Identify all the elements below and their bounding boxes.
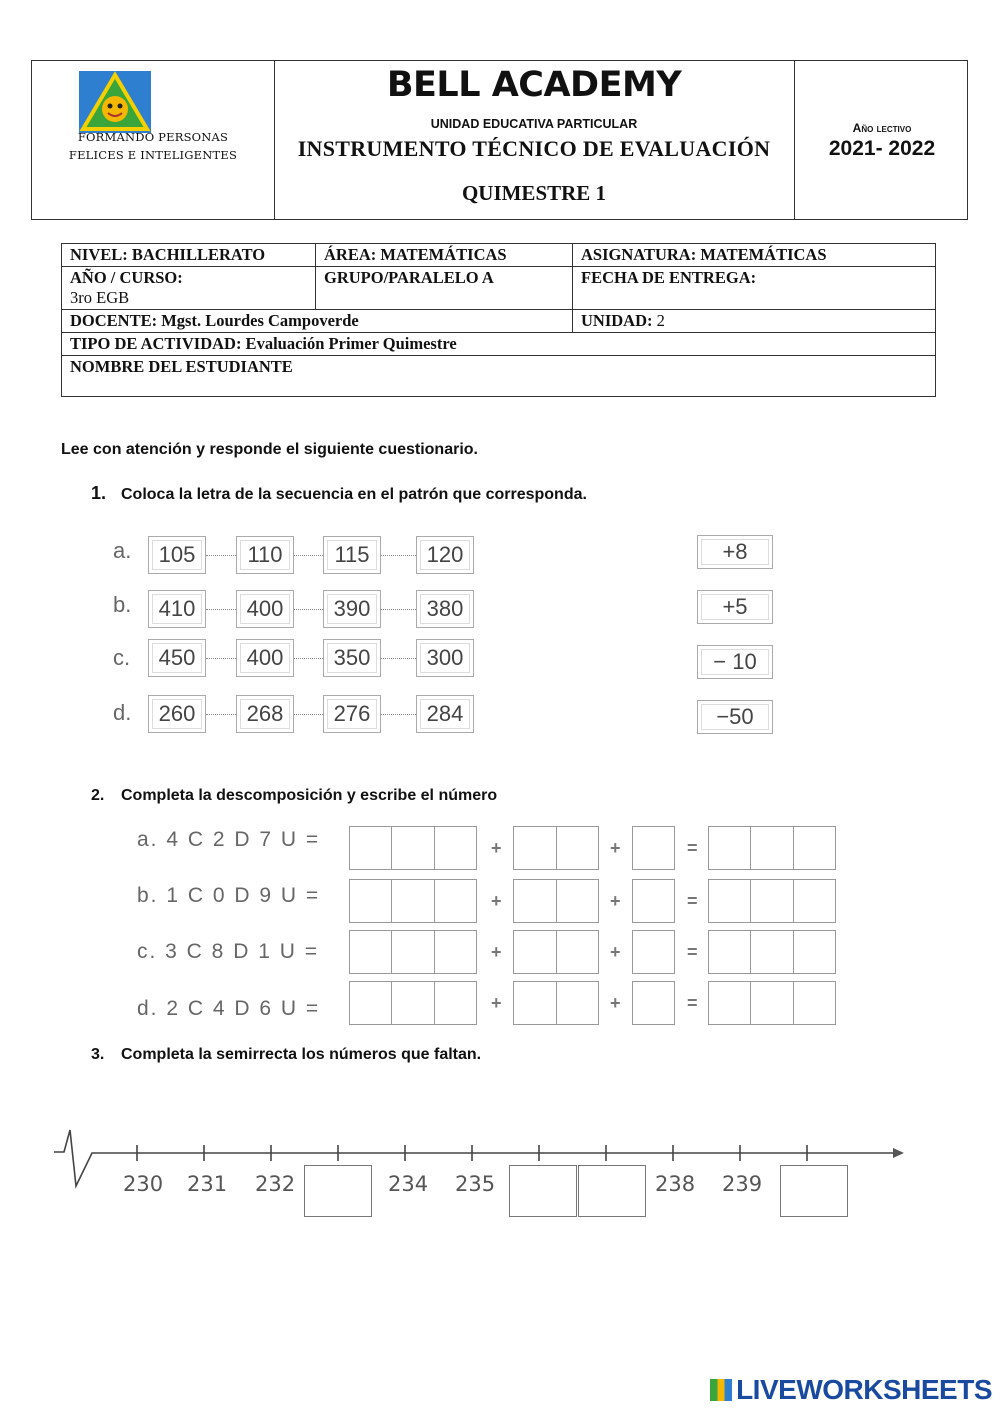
nivel-cell: NIVEL: BACHILLERATO — [62, 244, 316, 267]
actividad-cell: TIPO DE ACTIVIDAD: Evaluación Primer Quimestre — [62, 333, 936, 356]
hundreds-answer[interactable] — [349, 930, 477, 974]
instructions: Lee con atención y responde el siguiente cuestionario. — [61, 441, 478, 458]
tens-answer[interactable] — [513, 826, 599, 870]
year-value: 2021- 2022 — [828, 137, 936, 160]
question-2: 2. Completa la descomposición y escribe el número — [91, 787, 498, 804]
year-label: Año lectivo — [852, 121, 912, 135]
sequence-value: 284 — [416, 695, 474, 733]
plus-sign: + — [610, 993, 621, 1013]
asignatura-cell: ASIGNATURA: MATEMÁTICAS — [573, 244, 936, 267]
units-answer[interactable] — [632, 930, 675, 974]
unidad-cell: UNIDAD: 2 — [573, 310, 936, 333]
number-answer[interactable] — [708, 826, 836, 870]
units-answer[interactable] — [632, 981, 675, 1025]
question-3: 3. Completa la semirrecta los números que faltan. — [91, 1046, 482, 1063]
instrument-title: INSTRUMENTO TÉCNICO DE EVALUACIÓN — [297, 136, 771, 161]
tick-label: 230 — [123, 1172, 164, 1196]
header-box — [31, 60, 968, 220]
number-answer[interactable] — [708, 930, 836, 974]
question-1-text: Coloca la letra de la secuencia en el patrón que corresponda. — [121, 486, 587, 503]
sequence-value: 300 — [416, 639, 474, 677]
curso-value: 3ro EGB — [70, 288, 130, 307]
pattern-box[interactable]: +8 — [697, 535, 773, 569]
hundreds-answer[interactable] — [349, 879, 477, 923]
decomposition-label: a. 4 C 2 D 7 U = — [137, 828, 321, 851]
curso-cell: AÑO / CURSO: 3ro EGB — [62, 267, 316, 310]
estudiante-cell[interactable]: NOMBRE DEL ESTUDIANTE — [62, 356, 936, 397]
equals-sign: = — [687, 891, 698, 911]
sequence-label: c. — [113, 645, 131, 670]
units-answer[interactable] — [632, 879, 675, 923]
sequence-value: 105 — [148, 536, 206, 574]
pattern-box[interactable]: −50 — [697, 700, 773, 734]
equals-sign: = — [687, 993, 698, 1013]
sequence-value: 268 — [236, 695, 294, 733]
sequence-value: 450 — [148, 639, 206, 677]
tick-label: 238 — [655, 1172, 696, 1196]
hundreds-answer[interactable] — [349, 981, 477, 1025]
arrow-icon — [893, 1148, 904, 1158]
missing-number-box[interactable] — [304, 1165, 372, 1217]
tens-answer[interactable] — [513, 930, 599, 974]
plus-sign: + — [491, 838, 502, 858]
fecha-cell[interactable]: FECHA DE ENTREGA: — [573, 267, 936, 310]
tick-label: 231 — [187, 1172, 228, 1196]
info-table — [61, 243, 936, 397]
missing-number-box[interactable] — [578, 1165, 646, 1217]
plus-sign: + — [491, 891, 502, 911]
equals-sign: = — [687, 942, 698, 962]
decomposition-label: b. 1 C 0 D 9 U = — [137, 884, 321, 907]
school-name: BELL ACADEMY — [386, 65, 682, 105]
plus-sign: + — [610, 838, 621, 858]
sequence-value: 120 — [416, 536, 474, 574]
tick-label: 232 — [255, 1172, 296, 1196]
motto-line-1: FORMANDO PERSONAS — [77, 130, 229, 144]
sequence-label: a. — [113, 538, 132, 563]
tens-answer[interactable] — [513, 879, 599, 923]
liveworksheets-logo[interactable]: LIVEWORKSHEETS — [710, 1374, 992, 1406]
grupo-cell: GRUPO/PARALELO A — [316, 267, 573, 310]
plus-sign: + — [610, 942, 621, 962]
hundreds-answer[interactable] — [349, 826, 477, 870]
decomposition-label: c. 3 C 8 D 1 U = — [137, 940, 319, 963]
school-type: UNIDAD EDUCATIVA PARTICULAR — [430, 117, 638, 131]
sequence-value: 410 — [148, 590, 206, 628]
tick-label: 239 — [722, 1172, 763, 1196]
logo-cell — [32, 61, 275, 219]
sequence-label: d. — [113, 700, 132, 725]
number-answer[interactable] — [708, 981, 836, 1025]
missing-number-box[interactable] — [780, 1165, 848, 1217]
question-3-text: Completa la semirrecta los números que faltan. — [121, 1046, 482, 1063]
question-2-text: Completa la descomposición y escribe el número — [121, 787, 498, 804]
number-answer[interactable] — [708, 879, 836, 923]
sequence-value: 400 — [236, 590, 294, 628]
plus-sign: + — [491, 993, 502, 1013]
liveworksheets-icon — [710, 1379, 732, 1401]
motto-line-2: FELICES E INTELIGENTES — [68, 148, 238, 162]
units-answer[interactable] — [632, 826, 675, 870]
sequence-value: 350 — [323, 639, 381, 677]
equals-sign: = — [687, 838, 698, 858]
tick-label: 234 — [388, 1172, 429, 1196]
area-cell: ÁREA: MATEMÁTICAS — [316, 244, 573, 267]
missing-number-box[interactable] — [509, 1165, 577, 1217]
sequence-value: 110 — [236, 536, 294, 574]
term-title: QUIMESTRE 1 — [461, 181, 607, 205]
sequence-value: 390 — [323, 590, 381, 628]
sequence-label: b. — [113, 592, 132, 617]
pattern-box[interactable]: − 10 — [697, 645, 773, 679]
plus-sign: + — [610, 891, 621, 911]
sequence-value: 260 — [148, 695, 206, 733]
sequence-value: 400 — [236, 639, 294, 677]
tens-answer[interactable] — [513, 981, 599, 1025]
sequence-value: 380 — [416, 590, 474, 628]
sequence-value: 115 — [323, 536, 381, 574]
pattern-box[interactable]: +5 — [697, 590, 773, 624]
sequence-value: 276 — [323, 695, 381, 733]
tick-label: 235 — [455, 1172, 496, 1196]
school-logo — [79, 71, 151, 133]
year-cell — [794, 61, 969, 219]
plus-sign: + — [491, 942, 502, 962]
decomposition-label: d. 2 C 4 D 6 U = — [137, 997, 321, 1020]
question-1: 1. Coloca la letra de la secuencia en el patrón que corresponda. — [91, 483, 587, 503]
docente-cell: DOCENTE: Mgst. Lourdes Campoverde — [62, 310, 573, 333]
